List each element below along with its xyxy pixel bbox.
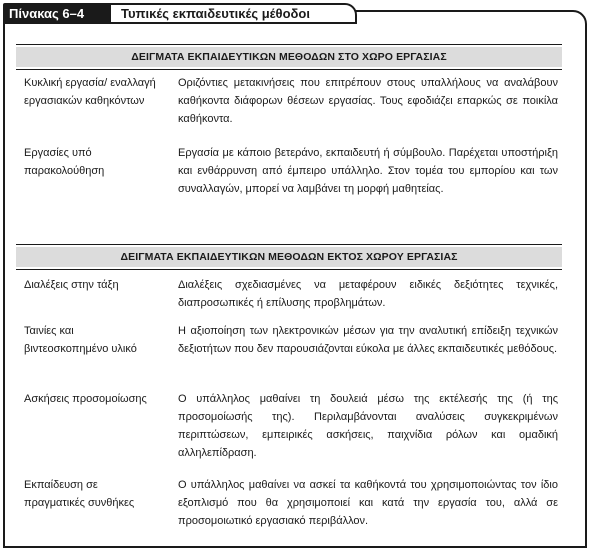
method-label: Κυκλική εργασία/ εναλλαγή εργασιακών καθηκόντων (24, 77, 156, 107)
section-rule-bottom (16, 69, 562, 70)
method-description: Εργασία με κάποιο βετεράνο, εκπαιδευτή ή σύμβουλο. Παρέχεται υποστήριξη και ενθάρρυνση από έμπειρο υπάλληλο. Στον τομέα του εμπορίου και των συναλλαγών, μπορεί να λαμβάνει τη μορφή μαθητείας. (178, 147, 558, 195)
section-heading-offsite: ΔΕΙΓΜΑΤΑ ΕΚΠΑΙΔΕΥΤΙΚΩΝ ΜΕΘΟΔΩΝ ΕΚΤΟΣ ΧΩΡΟΥ ΕΡΓΑΣΙΑΣ (16, 247, 562, 267)
method-label: Ασκήσεις προσομοίωσης (24, 393, 147, 405)
method-label: Ταινίες και βιντεοσκοπημένο υλικό (24, 325, 137, 355)
table-number: Πίνακας 6–4 (3, 3, 109, 24)
method-description: Η αξιοποίηση των ηλεκτρονικών μέσων για την αναλυτική επίδειξη τεχνικών δεξιοτήτων που δεν παρουσιάζονται εύκολα με άλλες εκπαιδευτικές μεθόδους. (178, 325, 558, 355)
section-rule-bottom (16, 269, 562, 270)
method-description: Διαλέξεις σχεδιασμένες να μεταφέρουν ειδικές δεξιότητες τεχνικές, διαπροσωπικές ή επίλυσης προβλημάτων. (178, 279, 558, 309)
table-title: Τυπικές εκπαιδευτικές μέθοδοι (109, 3, 357, 24)
section-rule-top (16, 44, 562, 45)
method-label: Εκπαίδευση σε πραγματικές συνθήκες (24, 479, 135, 509)
section-rule-top (16, 244, 562, 245)
method-description: Ο υπάλληλος μαθαίνει τη δουλειά μέσω της εκτέλεσής της (ή της προσομοίωσής της). Περιλαμβάνονται αναλύσεις συγκεκριμένων περιπτώσεων, εμπειρικές ασκήσεις, παιχνίδια ρόλων και ομαδική αλληλεπίδραση. (178, 393, 558, 459)
method-label: Διαλέξεις στην τάξη (24, 279, 119, 291)
method-description: Ο υπάλληλος μαθαίνει να ασκεί τα καθήκοντά του χρησιμοποιώντας τον ίδιο εξοπλισμό που θα χρησιμοποιεί και κατά την εργασία του, αλλά σε προσομοιωτικό εργασιακό περιβάλλον. (178, 479, 558, 527)
method-label: Εργασίες υπό παρακολούθηση (24, 147, 105, 177)
method-description: Οριζόντιες μετακινήσεις που επιτρέπουν στους υπαλλήλους να αναλάβουν καθήκοντα διάφορων θέσεων εργασίας. Τους εφοδιάζει επαρκώς σε ποικίλα καθήκοντα. (178, 77, 558, 125)
section-heading-workplace: ΔΕΙΓΜΑΤΑ ΕΚΠΑΙΔΕΥΤΙΚΩΝ ΜΕΘΟΔΩΝ ΣΤΟ ΧΩΡΟ ΕΡΓΑΣΙΑΣ (16, 47, 562, 67)
